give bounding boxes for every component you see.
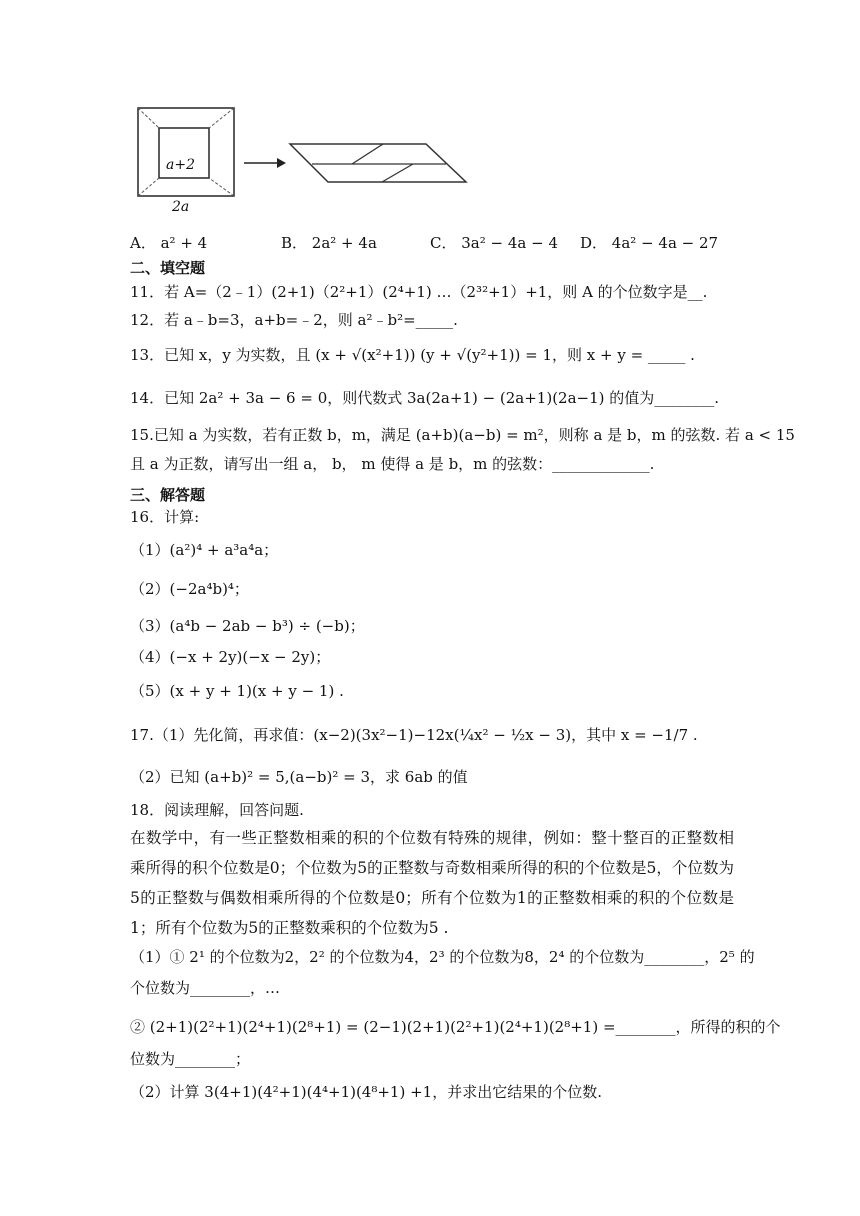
question-16-2: （2）(−2a⁴b)⁴； <box>130 580 249 598</box>
question-16-1: （1）(a²)⁴ + a³a⁴a； <box>130 541 279 559</box>
question-17-1: 17.（1）先化简，再求值：(x−2)(3x²−1)−12x(¼x² − ½x − 3)，其中 x = −1/7 . <box>130 726 698 744</box>
question-18: 18．阅读理解，回答问题. <box>130 801 304 819</box>
question-14: 14．已知 2a² + 3a − 6 = 0，则代数式 3a(2a+1) − (2a+1)(2a−1) 的值为________. <box>130 389 720 407</box>
question-16-5: （5）(x + y + 1)(x + y − 1) . <box>130 682 344 700</box>
question-17-2: （2）已知 (a+b)² = 5,(a−b)² = 3，求 6ab 的值 <box>130 768 468 786</box>
question-18-1-line3: ② (2+1)(2²+1)(2⁴+1)(2⁸+1) = (2−1)(2+1)(2²+1)(2⁴+1)(2⁸+1) =________，所得的积的个 <box>130 1018 781 1036</box>
question-16-3: （3）(a⁴b − 2ab − b³) ÷ (−b)； <box>130 617 365 635</box>
question-18-paragraph: 在数学中，有一些正整数相乘的积的个位数有特殊的规律，例如：整十整百的正整数相乘所得的积个位数是0；个位数为5的正整数与奇数相乘所得的积的个位数是5，个位数为5的正整数与偶数相乘所得的个位数是0；所有个位数为1的正整数相乘的积的个位数是1；所有个位数为5的正整数乘积的个位数为5 . <box>130 829 734 937</box>
outer-square <box>138 108 234 196</box>
section-fill-in: 二、填空题 <box>130 259 206 277</box>
question-18-1-line2: 个位数为________，… <box>130 979 281 997</box>
question-15-line2: 且 a 为正数，请写出一组 a， b， m 使得 a 是 b，m 的弦数：_____________. <box>130 455 655 473</box>
question-18-1-line4: 位数为________； <box>130 1050 251 1068</box>
option-a: A． a² + 4 <box>130 234 208 252</box>
question-12: 12．若 a﹣b=3，a+b=﹣2，则 a²﹣b²=_____. <box>130 311 458 329</box>
question-16: 16．计算: <box>130 508 200 526</box>
parallelogram <box>290 144 466 182</box>
question-15-line1: 15.已知 a 为实数，若有正数 b，m，满足 (a+b)(a−b) = m²，则称 a 是 b，m 的弦数. 若 a < 15 <box>130 426 795 444</box>
option-d: D． 4a² − 4a − 27 <box>580 234 719 252</box>
question-18-2: （2）计算 3(4+1)(4²+1)(4⁴+1)(4⁸+1) +1，并求出它结果的个位数. <box>130 1083 602 1101</box>
option-c: C． 3a² − 4a − 4 <box>430 234 558 252</box>
section-solve: 三、解答题 <box>130 486 206 504</box>
figure-inner-label: a+2 <box>166 157 195 173</box>
question-16-4: （4）(−x + 2y)(−x − 2y)； <box>130 648 331 666</box>
question-18-1-line1: （1）① 2¹ 的个位数为2，2² 的个位数为4，2³ 的个位数为8，2⁴ 的个位数为________，2⁵ 的 <box>130 948 755 966</box>
question-13: 13．已知 x，y 为实数，且 (x + √(x²+1)) (y + √(y²+1)) = 1，则 x + y = _____ . <box>130 346 695 364</box>
figure-outer-label: 2a <box>172 199 190 215</box>
question-11: 11．若 A=（2﹣1）(2+1)（2²+1）(2⁴+1) …（2³²+1）+1，则 A 的个位数字是__. <box>130 283 708 301</box>
option-b: B． 2a² + 4a <box>281 234 377 252</box>
